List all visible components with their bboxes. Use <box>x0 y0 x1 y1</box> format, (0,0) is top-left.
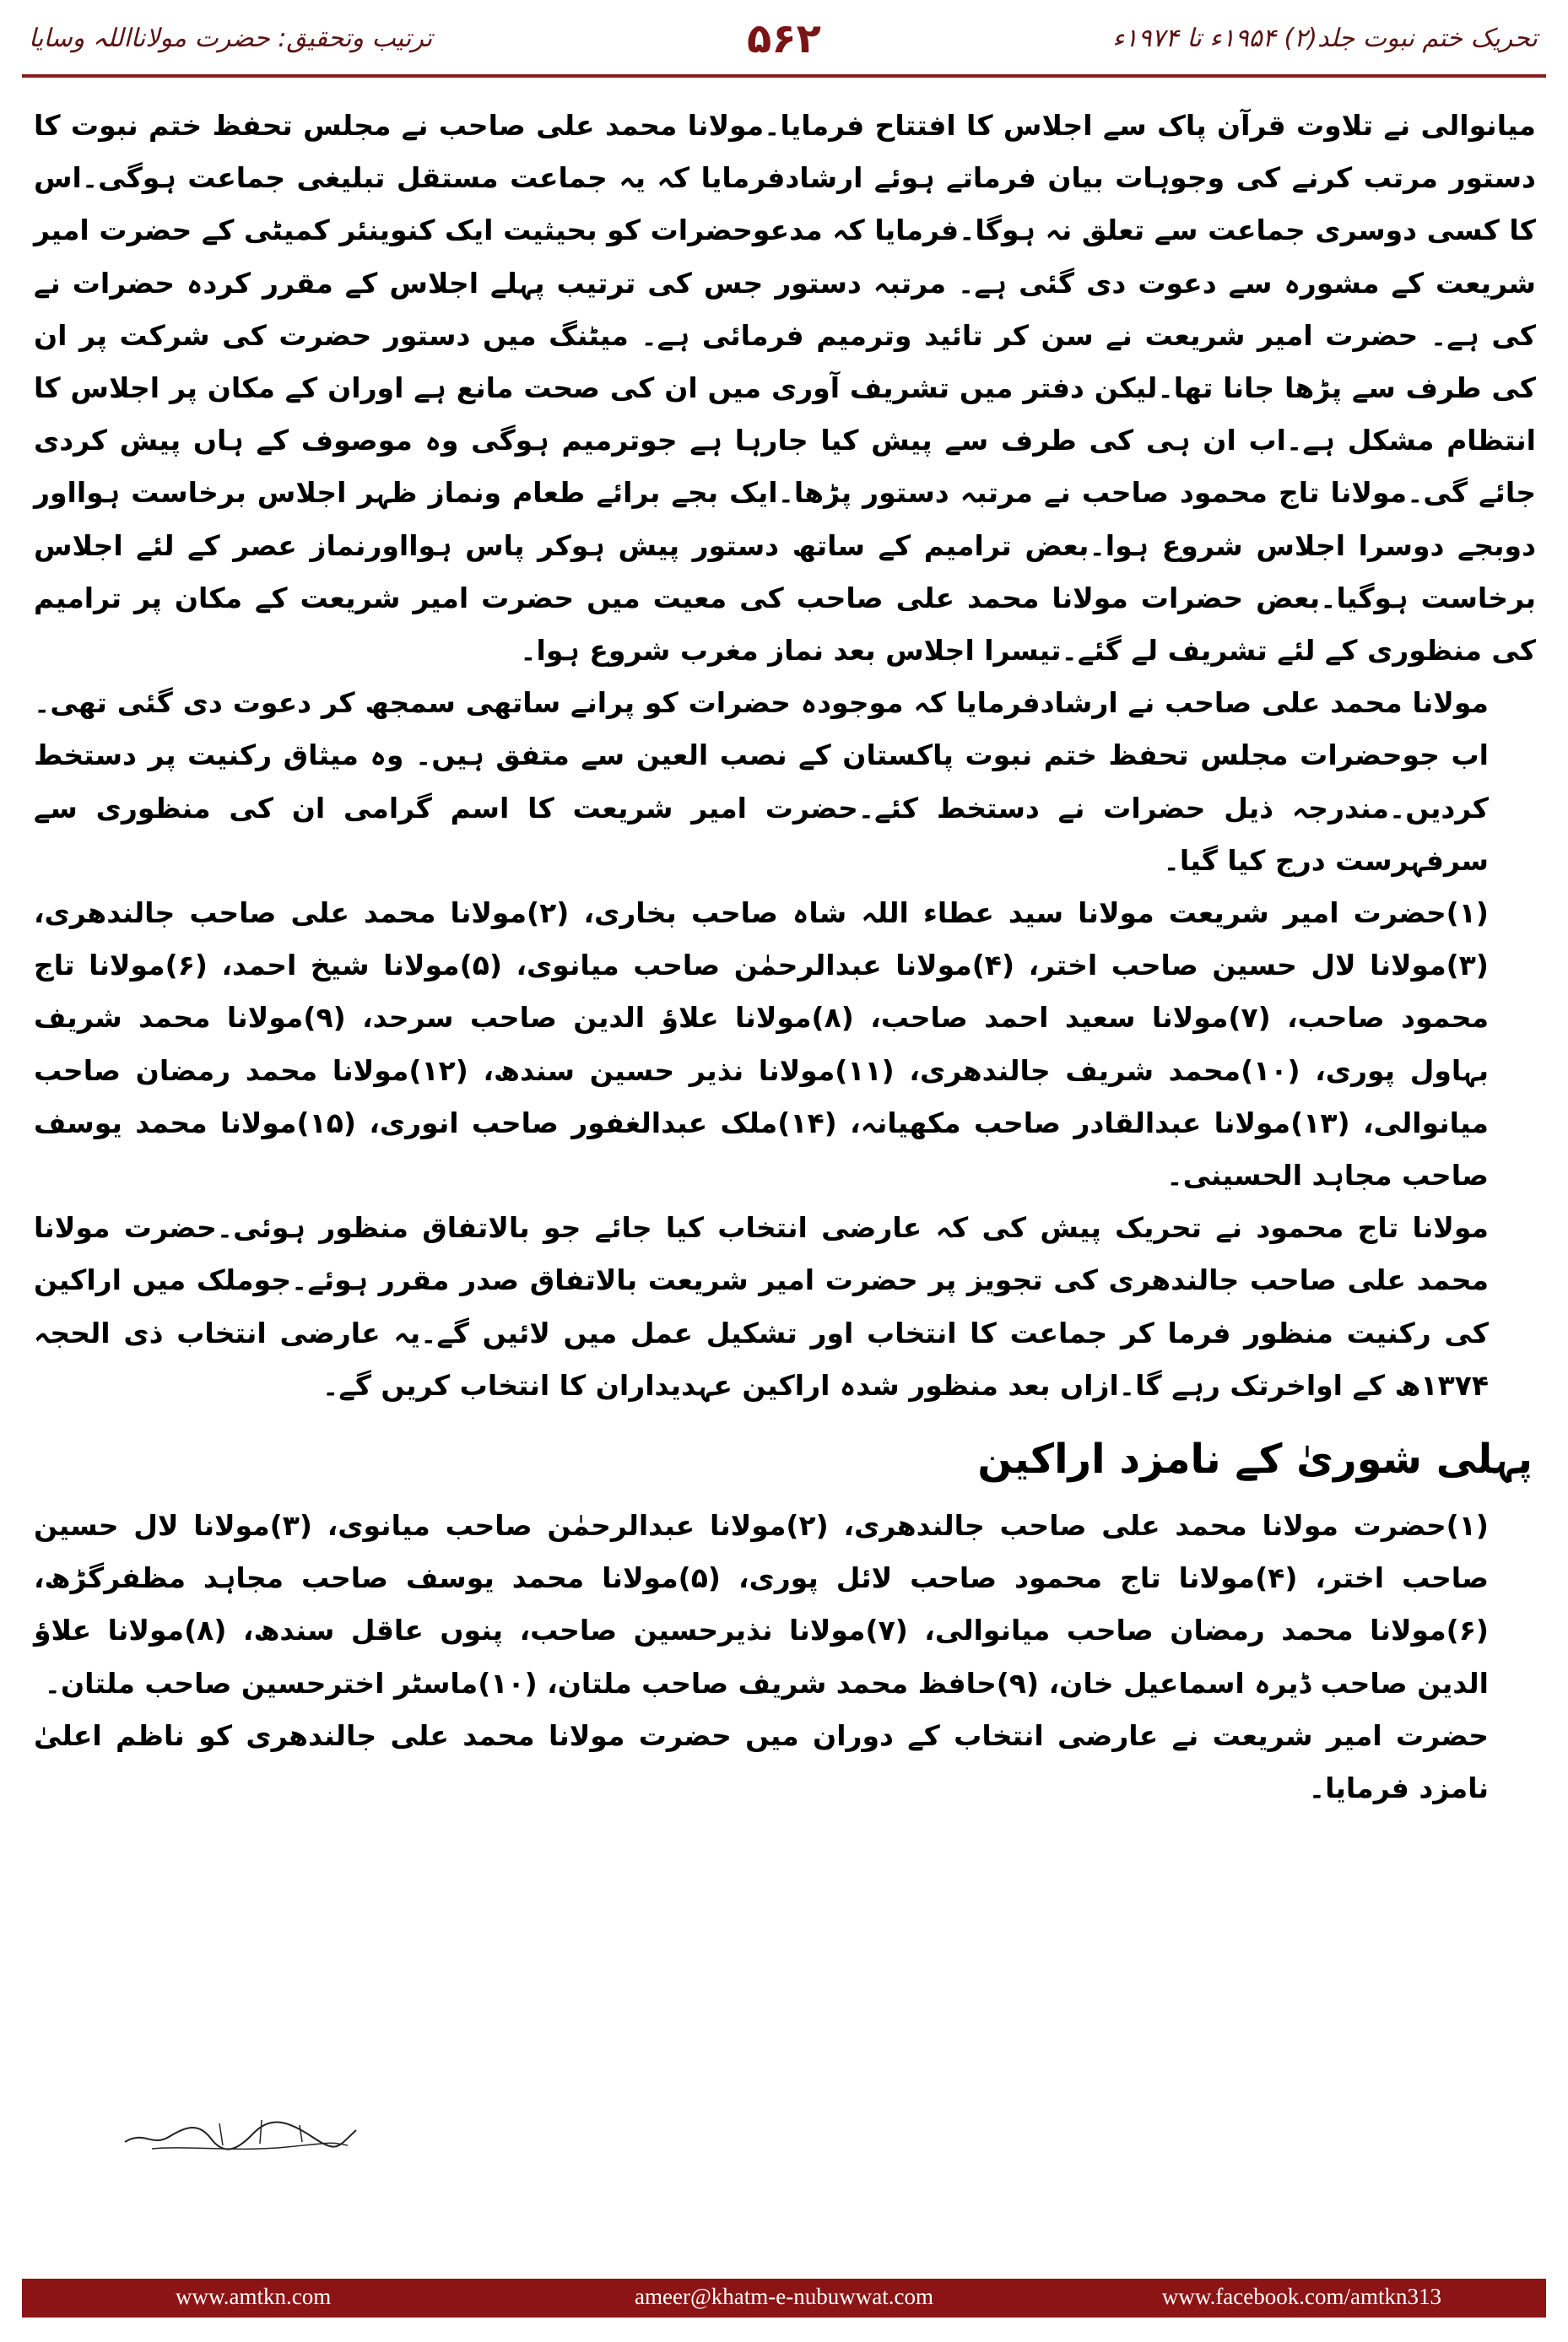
paragraph-shura-list: (۱)حضرت مولانا محمد علی صاحب جالندھری، (۲)مولانا عبدالرحمٰن صاحب میانوی، (۳)مولانا لال حسین صاحب اختر، (۴)مولانا تاج محمود صاحب لائل پوری، (۵)مولانا محمد یوسف صاحب مجاہد مظفرگڑھ، (۶)مولانا محمد رمضان صاحب میانوالی، (۷)مولانا نذیرحسین صاحب، پنوں عاقل سندھ، (۸)مولانا علاؤ الدین صاحب ڈیرہ اسماعیل خان، (۹)حافظ محمد شریف صاحب ملتان، (۱۰)ماسٹر اخترحسین صاحب ملتان۔ <box>34 1509 1490 1700</box>
paragraph-members-list: (۱)حضرت امیر شریعت مولانا سید عطاء اللہ شاہ صاحب بخاری، (۲)مولانا محمد علی صاحب جالندھری، (۳)مولانا لال حسین صاحب اختر، (۴)مولانا عبدالرحمٰن صاحب میانوی، (۵)مولانا شیخ احمد، (۶)مولانا تاج محمود صاحب، (۷)مولانا سعید احمد صاحب، (۸)مولانا علاؤ الدین صاحب سرحد، (۹)مولانا محمد شریف بہاول پوری، (۱۰)محمد شریف جالندھری، (۱۱)مولانا نذیر حسین سندھ، (۱۲)مولانا محمد رمضان صاحب میانوالی، (۱۳)مولانا عبدالقادر صاحب مکھیانہ، (۱۴)ملک عبدالغفور صاحب انوری، (۱۵)مولانا محمد یوسف صاحب مجاہد الحسینی۔ <box>34 896 1490 1193</box>
compiler-credit: ترتیب وتحقیق: حضرت مولانااللہ وسایا <box>29 24 433 53</box>
page-number: ۵۶۲ <box>747 15 821 62</box>
paragraph-4: مولانا تاج محمود نے تحریک پیش کی کہ عارضی انتخاب کیا جائے جو بالاتفاق منظور ہوئی۔حضرت مولانا محمد علی صاحب جالندھری کی تجویز پر حضرت امیر شریعت بالاتفاق صدر مقرر ہوئے۔جوملک میں اراکین کی رکنیت منظور فرما کر جماعت کا انتخاب اور تشکیل عمل میں لائیں گے۔یہ عارضی انتخاب ذی الحجہ ۱۳۷۴ھ کے اواخرتک رہے گا۔ازاں بعد منظور شدہ اراکین عہدیداران کا انتخاب کریں گے۔ <box>34 1211 1489 1402</box>
paragraph-closing: حضرت امیر شریعت نے عارضی انتخاب کے دوران میں حضرت مولانا محمد علی جالندھری کو ناظم اعلیٰ نامزد فرمایا۔ <box>34 1718 1489 1805</box>
book-title: تحریک ختم نبوت جلد(۲) ۱۹۵۴ء تا ۱۹۷۴ء <box>1112 24 1538 53</box>
facebook-link[interactable]: www.facebook.com/amtkn313 <box>1161 2284 1441 2309</box>
page-header <box>0 0 1568 81</box>
page-body <box>34 100 1536 1815</box>
website-link[interactable]: www.amtkn.com <box>176 2284 332 2309</box>
footer-bar <box>22 2279 1546 2318</box>
signature-image <box>118 2105 363 2164</box>
section-heading: پہلی شوریٰ کے نامزد اراکین <box>977 1436 1533 1484</box>
paragraph-1: میانوالی نے تلاوت قرآن پاک سے اجلاس کا افتتاح فرمایا۔مولانا محمد علی صاحب نے مجلس تحفظ ختم نبوت کا دستور مرتب کرنے کی وجوہات بیان فرماتے ہوئے ارشادفرمایا کہ یہ جماعت مستقل تبلیغی جماعت ہوگی۔اس کا کسی دوسری جماعت سے تعلق نہ ہوگا۔فرمایا کہ مدعوحضرات کو بحیثیت ایک کنوینئر کمیٹی کے حضرت امیر شریعت کے مشورہ سے دعوت دی گئی ہے۔ مرتبہ دستور جس کی ترتیب پہلے اجلاس کے مقرر کردہ حضرات نے کی ہے۔ حضرت امیر شریعت نے سن کر تائید وترمیم فرمائی ہے۔ میٹنگ میں دستور حضرت کی شرکت پر ان کی طرف سے پڑھا جانا تھا۔لیکن دفتر میں تشریف آوری میں ان کی صحت مانع ہے اوران کے مکان پر اجلاس کا انتظام مشکل ہے۔اب ان ہی کی طرف سے پیش کیا جارہا ہے جوترمیم ہوگی وہ موصوف کے ہاں پیش کردی جائے گی۔مولانا تاج محمود صاحب نے مرتبہ دستور پڑھا۔ایک بجے برائے طعام ونماز ظہر اجلاس برخاست ہوااور دوبجے دوسرا اجلاس شروع ہوا۔بعض ترامیم کے ساتھ دستور پیش ہوکر پاس ہوااورنماز عصر کے لئے اجلاس برخاست ہوگیا۔بعض حضرات مولانا محمد علی صاحب کی معیت میں حضرت امیر شریعت کے مکان پر ترامیم کی منظوری کے لئے تشریف لے گئے۔تیسرا اجلاس بعد نماز مغرب شروع ہوا۔ <box>34 109 1536 668</box>
email-link[interactable]: ameer@khatm-e-nubuwwat.com <box>635 2284 933 2309</box>
header-divider <box>22 74 1546 78</box>
page-footer <box>0 2279 1568 2342</box>
paragraph-2: مولانا محمد علی صاحب نے ارشادفرمایا کہ موجودہ حضرات کو پرانے ساتھی سمجھ کر دعوت دی گئی تھی۔اب جوحضرات مجلس تحفظ ختم نبوت پاکستان کے نصب العین سے متفق ہیں۔ وہ میثاق رکنیت پر دستخط کردیں۔مندرجہ ذیل حضرات نے دستخط کئے۔حضرت امیر شریعت کا اسم گرامی ان کی منظوری سے سرفہرست درج کیا گیا۔ <box>34 686 1489 877</box>
